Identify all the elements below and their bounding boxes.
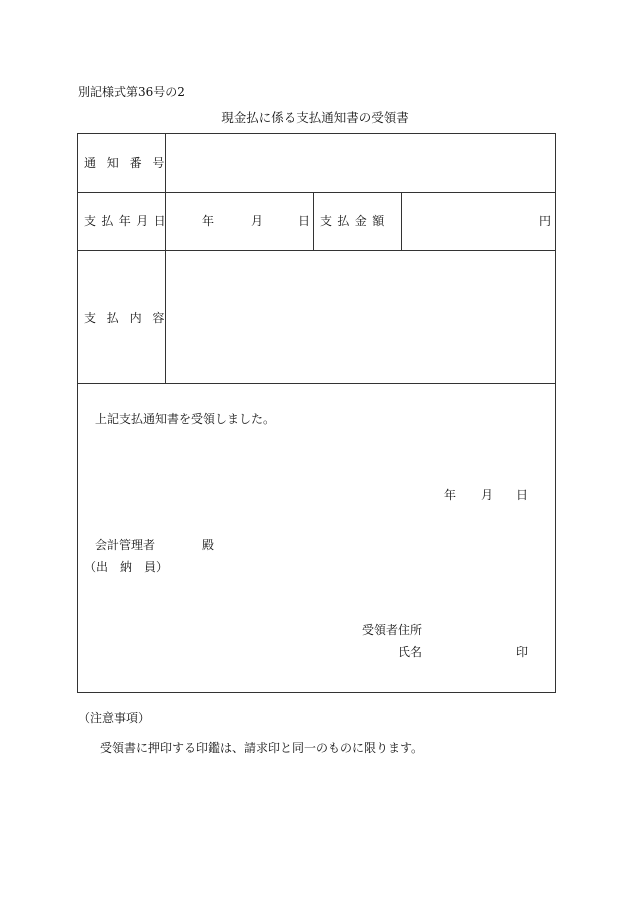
row-divider [78, 192, 555, 193]
notice-number-field[interactable] [167, 136, 553, 190]
receipt-date-day: 日 [516, 488, 529, 502]
form-id: 別記様式第36号の2 [78, 85, 185, 99]
payment-date-year: 年 [202, 214, 215, 228]
amount-unit: 円 [539, 214, 552, 228]
receipt-date-month: 月 [481, 488, 494, 502]
row-divider [78, 250, 555, 251]
payment-content-label: 支払内容 [84, 311, 176, 325]
row-divider [78, 383, 555, 384]
date-amount-divider [313, 192, 314, 250]
recipient-address-label: 受領者住所 [362, 623, 423, 637]
notes-heading: （注意事項） [78, 711, 151, 725]
receipt-statement: 上記支払通知書を受領しました。 [95, 412, 276, 426]
receipt-form [77, 133, 556, 693]
addressee-subtitle: （出 納 員） [84, 560, 169, 574]
payment-date-day: 日 [298, 214, 311, 228]
recipient-name-label: 氏名 [398, 645, 423, 659]
payment-date-field[interactable] [167, 194, 311, 248]
payment-amount-field[interactable] [403, 194, 553, 248]
payment-date-month: 月 [251, 214, 264, 228]
payment-content-field[interactable] [167, 252, 553, 381]
receipt-date-year: 年 [444, 488, 457, 502]
addressee-title: 会計管理者 [95, 538, 156, 552]
document-title: 現金払に係る支払通知書の受領書 [221, 110, 409, 125]
seal-label: 印 [516, 645, 529, 659]
notice-number-label: 通知番号 [84, 156, 176, 170]
payment-amount-label: 支払金額 [320, 214, 390, 228]
label-column-divider [165, 134, 166, 383]
payment-date-label: 支払年月日 [84, 214, 172, 228]
amount-label-divider [401, 192, 402, 250]
notes-body: 受領書に押印する印鑑は、請求印と同一のものに限ります。 [100, 741, 424, 755]
addressee-honorific: 殿 [202, 538, 215, 552]
